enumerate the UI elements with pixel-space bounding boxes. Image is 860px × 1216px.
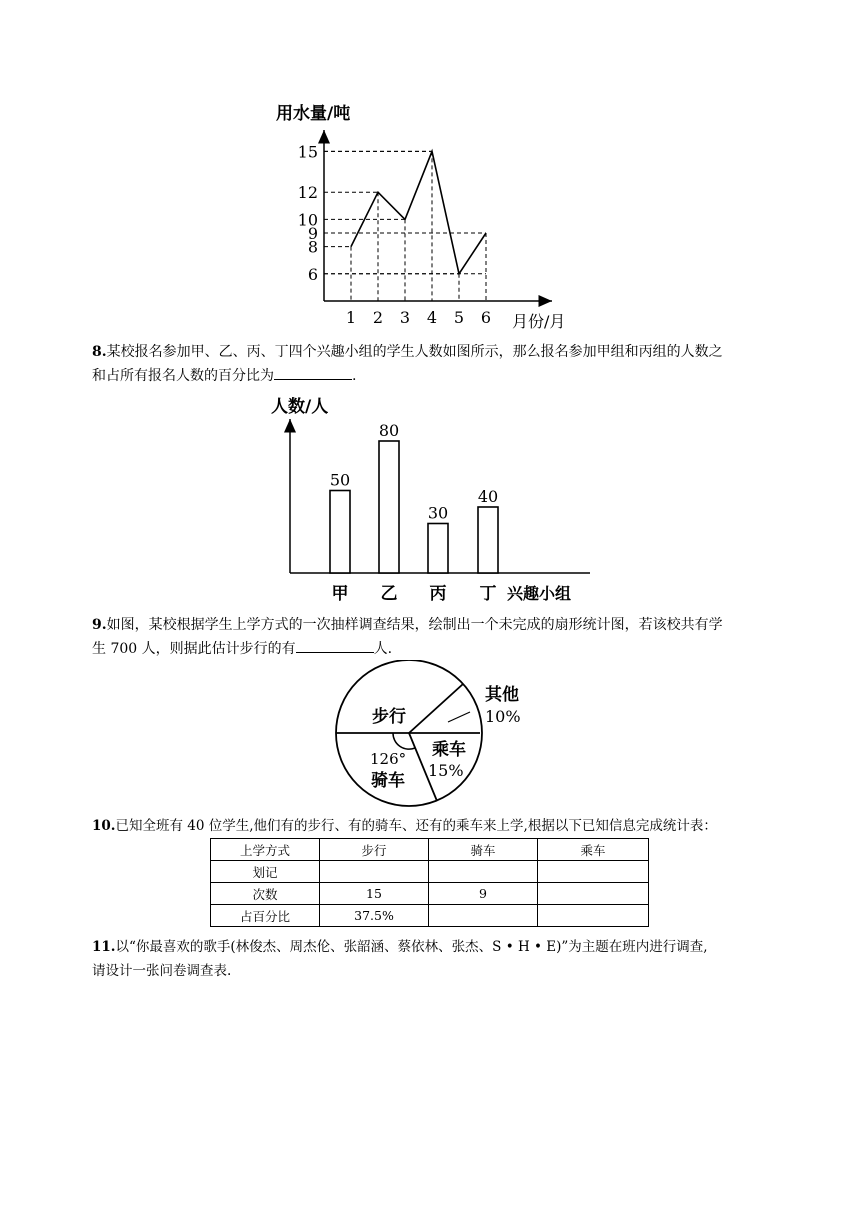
bar: [379, 441, 399, 573]
table-cell: 37.5%: [320, 905, 429, 927]
q8-answer-blank[interactable]: [274, 365, 352, 380]
line-chart-ylabel: 用水量/吨: [276, 104, 351, 124]
line-x-tick-label: 2: [372, 308, 384, 327]
q11-text-line1: 以“你最喜欢的歌手(林俊杰、周杰伦、张韶涵、蔡依林、张杰、S • H • E)”为主题在班内进行调查,: [115, 939, 708, 955]
bar-category-label: 甲: [331, 584, 349, 604]
stat-table: [210, 838, 649, 927]
table-header: 骑车: [429, 839, 538, 861]
table-cell: 占百分比: [211, 905, 320, 927]
question-11: [92, 935, 792, 983]
q8-text-line2: 和占所有报名人数的百分比为: [92, 368, 274, 384]
bar-category-label: 丙: [429, 584, 447, 604]
line-x-tick-label: 4: [426, 308, 438, 327]
line-x-tick-label: 6: [480, 308, 492, 327]
q11-number: 11.: [92, 939, 116, 955]
pie-divider-other: [409, 684, 463, 733]
table-header-row: [211, 839, 649, 861]
line-x-tick-label: 1: [345, 308, 357, 327]
table-cell[interactable]: [320, 861, 429, 883]
bar: [478, 507, 498, 573]
question-8: [92, 340, 792, 388]
q10-number: 10.: [92, 818, 116, 834]
q8-number: 8.: [92, 344, 107, 360]
q9-text-line1: 如图，某校根据学生上学方式的一次抽样调查结果，绘制出一个未完成的扇形统计图，若该校共有学: [106, 617, 723, 633]
line-y-tick-label: 9: [307, 224, 318, 243]
table-header: 上学方式: [211, 839, 320, 861]
table-cell[interactable]: [538, 905, 649, 927]
q9-answer-blank[interactable]: [296, 638, 374, 653]
bar-category-label: 乙: [380, 584, 398, 604]
q8-text-line1: 某校报名参加甲、乙、丙、丁四个兴趣小组的学生人数如图所示，那么报名参加甲组和丙组的人数之: [106, 344, 723, 360]
table-cell: 9: [429, 883, 538, 905]
line-chart: [270, 95, 600, 345]
line-y-tick-label: 6: [307, 264, 318, 284]
pie-chart: [330, 660, 530, 810]
pie-pointer-other: [448, 712, 470, 722]
table-cell: 划记: [211, 861, 320, 883]
line-y-tick-label: 10: [297, 210, 318, 230]
line-chart-series: [351, 151, 486, 273]
pie-label-ride: 骑车: [371, 771, 405, 791]
bar-chart: [265, 392, 595, 607]
bar-value-label: 80: [378, 421, 400, 440]
table-header: 步行: [320, 839, 429, 861]
table-row: [211, 905, 649, 927]
pie-value-ride: 126°: [370, 750, 407, 768]
pie-label-bus: 乘车: [432, 740, 466, 760]
pie-value-other: 10%: [485, 707, 521, 726]
line-y-tick-label: 15: [297, 142, 318, 162]
table-header: 乘车: [538, 839, 649, 861]
q9-number: 9.: [92, 617, 107, 633]
table-cell[interactable]: [429, 905, 538, 927]
bar-chart-ylabel: 人数/人: [271, 397, 329, 417]
bar-value-label: 40: [477, 487, 499, 506]
bar-category-label: 丁: [479, 584, 497, 604]
table-row: [211, 861, 649, 883]
question-9: [92, 613, 792, 661]
q9-text-end: 人.: [373, 641, 393, 657]
pie-label-other: 其他: [485, 685, 519, 705]
pie-label-walk: 步行: [372, 707, 406, 727]
table-cell[interactable]: [429, 861, 538, 883]
bar-chart-xlabel: 兴趣小组: [507, 584, 572, 603]
bar: [330, 491, 350, 574]
line-chart-xlabel: 月份/月: [512, 312, 566, 331]
line-x-tick-label: 3: [399, 308, 411, 327]
table-row: [211, 883, 649, 905]
bar: [428, 524, 448, 574]
q8-text-end: .: [352, 368, 357, 384]
table-cell: 次数: [211, 883, 320, 905]
q9-text-line2: 生 700 人，则据此估计步行的有: [92, 641, 296, 657]
question-10: [92, 814, 792, 838]
q10-text: 已知全班有 40 位学生,他们有的步行、有的骑车、还有的乘车来上学,根据以下已知信息完成统计表：: [115, 818, 717, 834]
table-cell: 15: [320, 883, 429, 905]
line-y-tick-label: 12: [297, 183, 318, 203]
table-cell[interactable]: [538, 883, 649, 905]
q11-text-line2: 请设计一张问卷调查表.: [92, 963, 232, 979]
line-y-tick-label: 8: [307, 237, 318, 257]
pie-value-bus: 15%: [428, 761, 464, 780]
line-x-tick-label: 5: [453, 308, 465, 327]
bar-value-label: 50: [329, 470, 351, 490]
bar-value-label: 30: [427, 503, 449, 523]
table-cell[interactable]: [538, 861, 649, 883]
